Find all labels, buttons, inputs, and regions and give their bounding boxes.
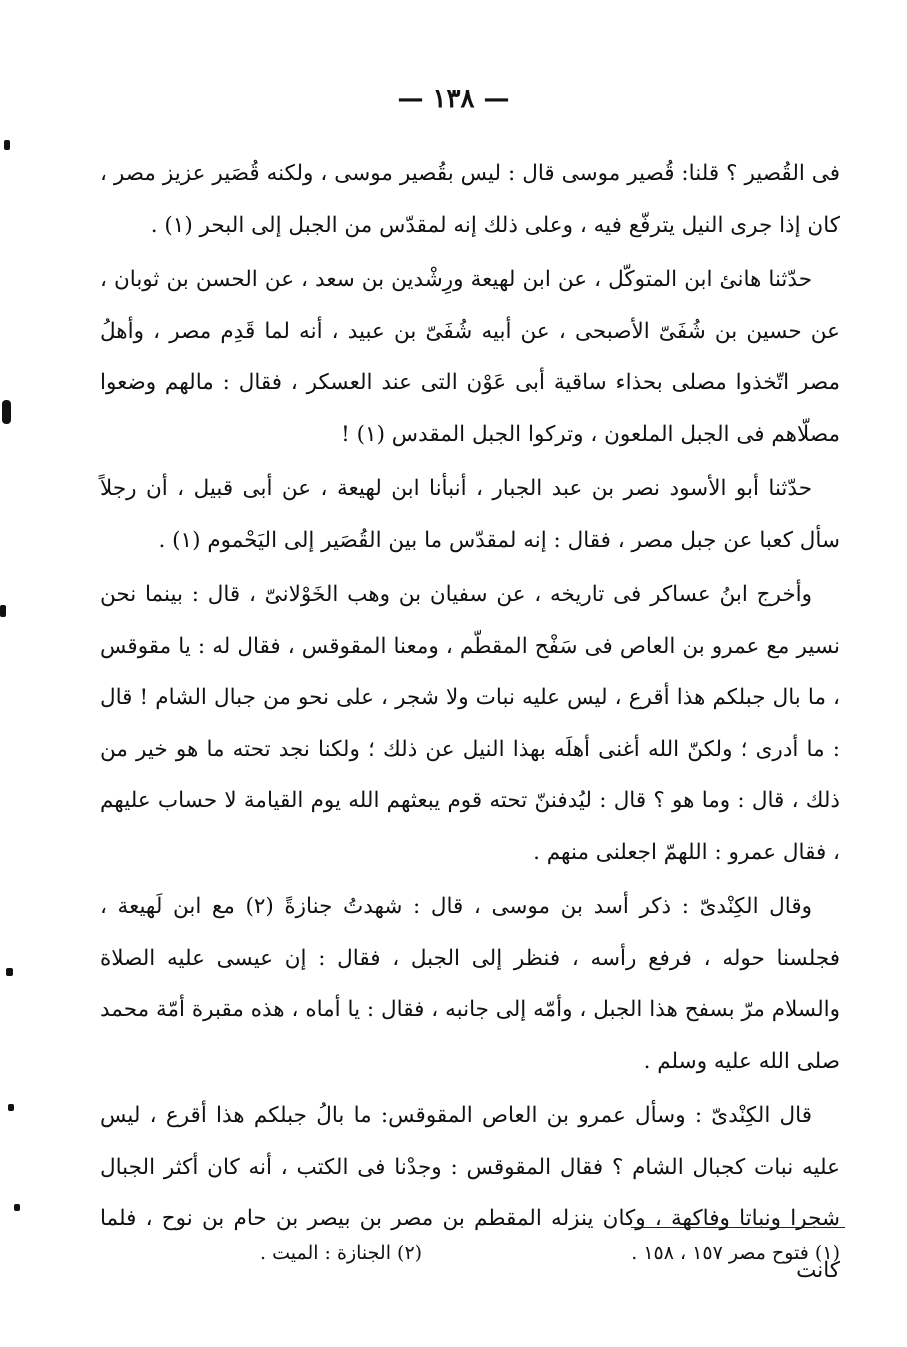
scan-speck (0, 605, 6, 617)
footnote-2: (٢) الجنازة : الميت . (260, 1242, 423, 1264)
scan-speck (14, 1204, 20, 1211)
paragraph-3: حدّثنا أبو الأسود نصر بن عبد الجبار ، أنبأنا ابن لهيعة ، عن أبى قبيل ، أن رجلاً سأل كعبا عن جبل مصر ، فقال : إنه لمقدّس ما بين القُصَير إلى اليَحْموم (١) . (100, 476, 840, 553)
footnote-1: (١) فتوح مصر ١٥٧ ، ١٥٨ . (631, 1242, 840, 1264)
page-number: — ١٣٨ — (397, 84, 510, 114)
footnote-divider (631, 1227, 845, 1228)
paragraph-6: قال الكِنْدىّ : وسأل عمرو بن العاص المقوقس: ما بالُ جبلكم هذا أقرع ، ليس عليه نبات كجبال الشام ؟ فقال المقوقس : وجدْنا فى الكتب ، أنه كان أكثر الجبال شجرا ونباتا وفاكهة ، وكان ينزله المقطم بن مصر بن بيصر بن حام بن نوح ، فلما كانت (100, 1103, 840, 1283)
scan-speck (8, 1104, 14, 1111)
footnotes (260, 1238, 840, 1268)
paragraph-5: وقال الكِنْدىّ : ذكر أسد بن موسى ، قال : شهدتُ جنازةً (٢) مع ابن لَهيعة ، فجلسنا حوله ، فرفع رأسه ، فنظر إلى الجبل ، فقال : إن عيسى عليه الصلاة والسلام مرّ بسفح هذا الجبل ، وأمّه إلى جانبه ، فقال : يا أماه ، هذه مقبرة أمّة محمد صلى الله عليه وسلم . (100, 894, 840, 1074)
scan-speck (2, 400, 11, 424)
body-text (100, 148, 840, 1299)
scan-speck (6, 968, 13, 976)
paragraph-4: وأخرج ابنُ عساكر فى تاريخه ، عن سفيان بن وهب الخَوْلانىّ ، قال : بينما نحن نسير مع عمرو بن العاص فى سَفْح المقطّم ، ومعنا المقوقس ، فقال له : يا مقوقس ، ما بال جبلكم هذا أقرع ، ليس عليه نبات ولا شجر ، على نحو من جبال الشام ! قال : ما أدرى ؛ ولكنّ الله أغنى أهلَه بهذا النيل عن ذلك ؛ ولكنا نجد تحته ما هو خير من ذلك ، قال : وما هو ؟ قال : ليُدفننّ تحته قوم يبعثهم الله يوم القيامة لا حساب عليهم ، فقال عمرو : اللهمّ اجعلنى منهم . (100, 582, 840, 865)
scan-speck (4, 140, 10, 150)
paragraph-1: فى القُصير ؟ قلنا: قُصير موسى قال : ليس بقُصير موسى ، ولكنه قُصَير عزيز مصر ، كان إذا جرى النيل يترفّع فيه ، وعلى ذلك إنه لمقدّس من الجبل إلى البحر (١) . (100, 161, 840, 238)
paragraph-2: حدّثنا هانئ ابن المتوكّل ، عن ابن لهيعة ورِشْدين بن سعد ، عن الحسن بن ثوبان ، عن حسين بن شُفَىّ الأصبحى ، عن أبيه شُفَىّ بن عبيد ، أنه لما قَدِم مصر ، وأهلُ مصر اتّخذوا مصلى بحذاء ساقية أبى عَوْن التى عند العسكر ، فقال : مالهم وضعوا مصلّاهم فى الجبل الملعون ، وتركوا الجبل المقدس (١) ! (100, 267, 840, 447)
